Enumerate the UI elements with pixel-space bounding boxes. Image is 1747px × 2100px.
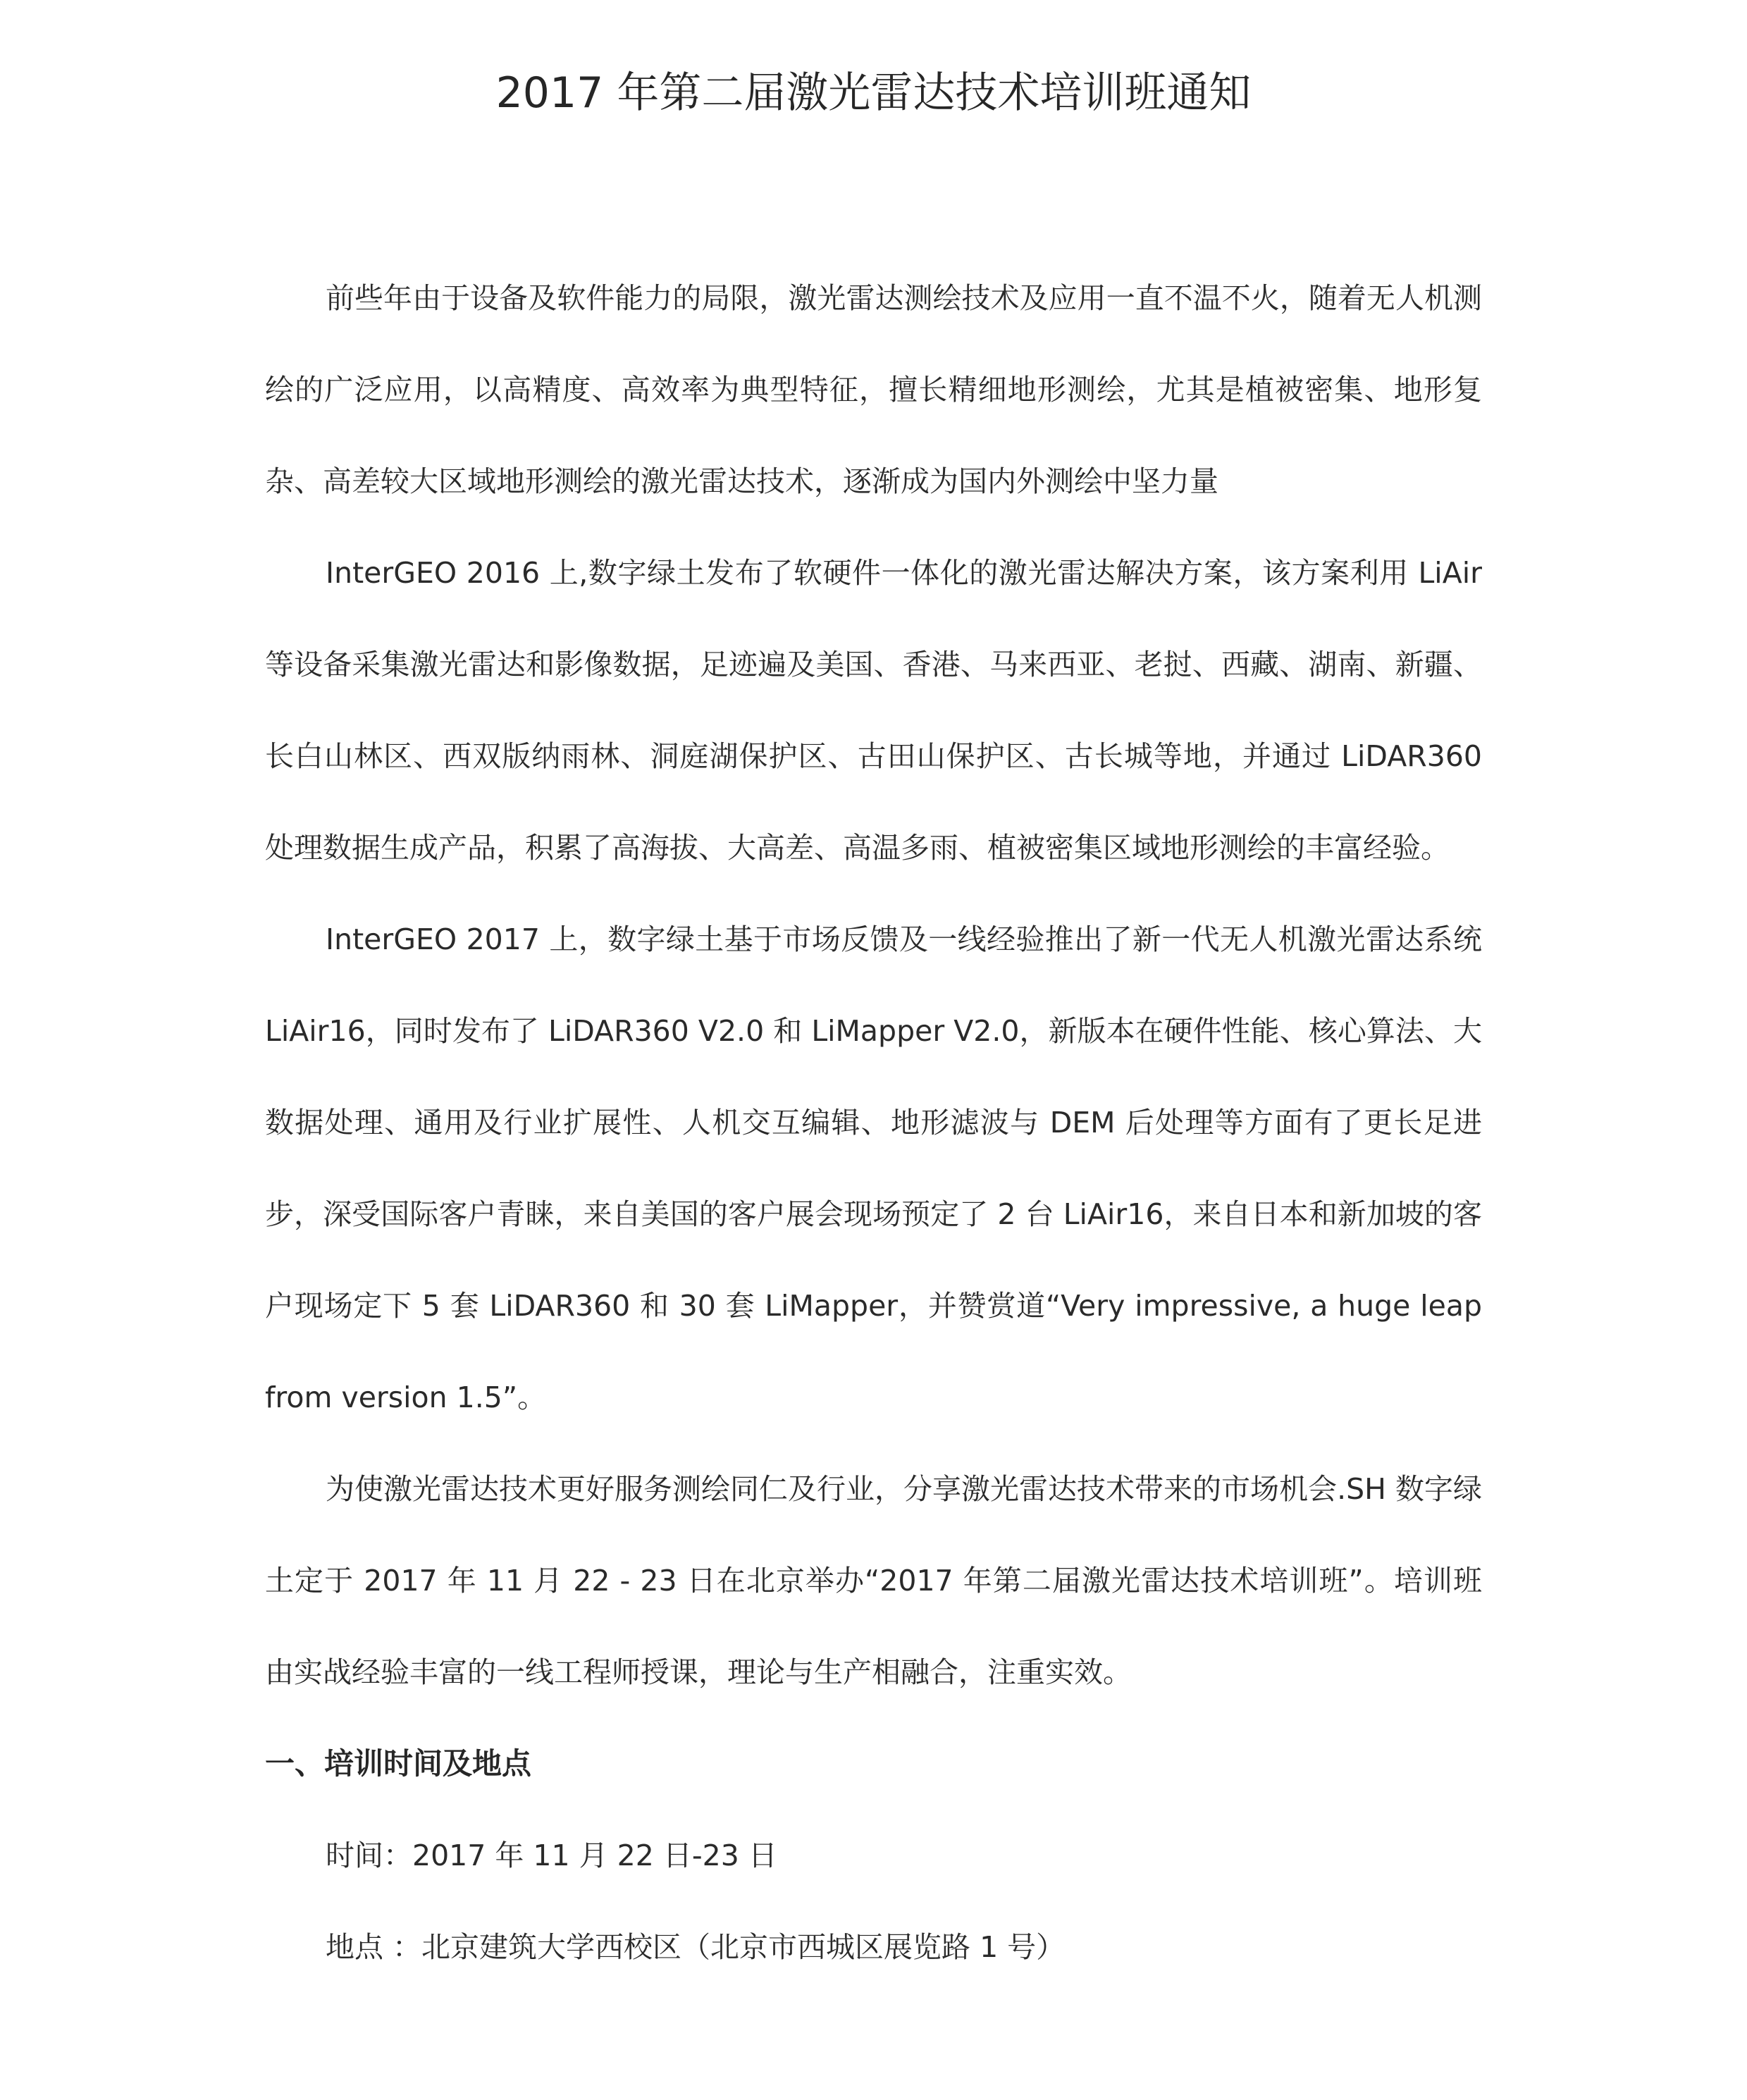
paragraph-intergeo-2016: InterGEO 2016 上,数字绿土发布了软硬件一体化的激光雷达解决方案，该方案利用 LiAir 等设备采集激光雷达和影像数据，足迹遍及美国、香港、马来西亚、老挝、西藏、湖南、新疆、长白山林区、西双版纳雨林、洞庭湖保护区、古田山保护区、古长城等地，并通过 LiDAR360 处理数据生成产品，积累了高海拔、大高差、高温多雨、植被密集区域地形测绘的丰富经验。 bbox=[265, 556, 1482, 865]
paragraph-intergeo-2017: InterGEO 2017 上，数字绿土基于市场反馈及一线经验推出了新一代无人机激光雷达系统 LiAir16，同时发布了 LiDAR360 V2.0 和 LiMapper V2.0，新版本在硬件性能、核心算法、大数据处理、通用及行业扩展性、人机交互编辑、地形滤波与 DEM 后处理等方面有了更长足进步，深受国际客户青睐，来自美国的客户展会现场预定了 2 台 LiAir16，来自日本和新加坡的客户现场定下 5 套 LiDAR360 和 30 套 LiMapper，并赞赏道“Very impressive, a huge leap from version 1.5”。 bbox=[265, 922, 1482, 1414]
training-time: 时间：2017 年 11 月 22 日-23 日 bbox=[326, 1839, 777, 1872]
document-body bbox=[265, 252, 1482, 1993]
section-heading-time-location: 一、培训时间及地点 bbox=[265, 1746, 532, 1781]
training-location: 地点 ：北京建筑大学西校区（北京市西城区展览路 1 号） bbox=[326, 1930, 1066, 1964]
document-title: 2017 年第二届激光雷达技术培训班通知 bbox=[495, 68, 1252, 118]
paragraph-intro: 前些年由于设备及软件能力的局限，激光雷达测绘技术及应用一直不温不火，随着无人机测绘的广泛应用，以高精度、高效率为典型特征，擅长精细地形测绘，尤其是植被密集、地形复杂、高差较大区域地形测绘的激光雷达技术，逐渐成为国内外测绘中坚力量 bbox=[265, 281, 1482, 498]
paragraph-training-purpose: 为使激光雷达技术更好服务测绘同仁及行业，分享激光雷达技术带来的市场机会.SH 数字绿土定于 2017 年 11 月 22 - 23 日在北京举办“2017 年第二届激光雷达技术培训班”。培训班由实战经验丰富的一线工程师授课，理论与生产相融合，注重实效。 bbox=[265, 1472, 1482, 1689]
